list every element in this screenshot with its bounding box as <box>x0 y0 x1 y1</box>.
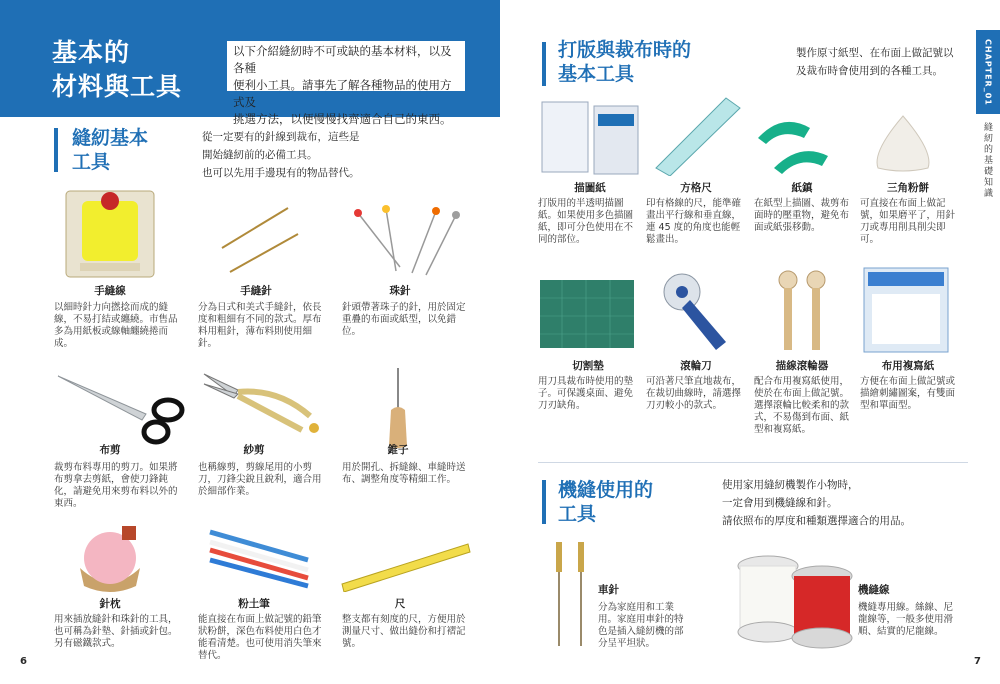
tool-label-cutting-mat: 切割墊 <box>572 360 604 372</box>
pins-image <box>338 196 478 280</box>
item-label-chalk-pencil: 粉土筆 <box>238 598 270 610</box>
tool-label-tracing-wheel: 描線滾輪器 <box>775 360 829 372</box>
item-desc-awl: 用於開孔、拆縫線、車縫時送布、調整角度等精細工作。 <box>342 462 466 485</box>
page-title-line1: 基本的 <box>52 38 131 67</box>
item-label-pincushion: 針枕 <box>99 598 121 610</box>
ruler-image <box>340 540 472 592</box>
section1-title-line1: 打版與裁布時的 <box>558 39 692 61</box>
section-description <box>202 128 360 182</box>
section-bar <box>542 480 546 524</box>
section-title-pattern-cutting <box>558 38 691 86</box>
item-desc-pincushion: 用來插放縫針和珠針的工具，也可稱為針墊、針插或針包。另有磁鐵款式。 <box>54 614 178 649</box>
item-label-pins: 珠針 <box>389 285 411 297</box>
section2-desc-line3: 請依照布的厚度和種類選擇適合的用品。 <box>722 515 911 527</box>
item-label-hand-thread: 手縫線 <box>94 285 126 297</box>
item-desc-fabric-scissors: 裁剪布料專用的剪刀。如果將布剪拿去剪紙，會使刀鋒鈍化，請避免用來剪布料以外的東西。 <box>54 462 178 509</box>
chapter-tab-label: CHAPTER_01 <box>983 38 993 106</box>
page-title-line2: 材料與工具 <box>52 72 183 101</box>
tool-desc-machine-needle: 分為家庭用和工業用。家庭用車針的特色是插入縫紉機的部分呈平坦狀。 <box>598 602 684 649</box>
section-desc-line1: 從一定要有的針線到裁布，這些是 <box>202 131 360 143</box>
item-label-fabric-scissors: 布剪 <box>99 444 121 456</box>
tool-label-tracing-paper: 描圖紙 <box>574 182 606 194</box>
tool-label-grid-ruler: 方格尺 <box>680 182 712 194</box>
section2-desc-line1: 使用家用縫紉機製作小物時， <box>722 479 859 491</box>
item-desc-hand-needle: 分為日式和美式手縫針，依長度和粗細有不同的款式。厚布料用粗針，薄布料則使用細針。 <box>198 302 322 349</box>
item-label-hand-needle: 手縫針 <box>240 285 272 297</box>
item-desc-pins: 針頭帶著珠子的針，用於固定重疊的布面或紙型，以免錯位。 <box>342 302 466 337</box>
tool-desc-chalk-triangle: 可直接在布面上做記號，如果磨平了，用針刀或專用削具削尖即可。 <box>860 198 956 245</box>
section1-desc-line2: 及裁布時會使用到的各種工具。 <box>796 65 943 77</box>
chapter-topic: 縫紉的基礎知識 <box>982 122 992 199</box>
tool-desc-paperweight: 在紙型上描圖、裁剪布面時的壓重物，避免布面或紙張移動。 <box>754 198 850 233</box>
thread-snips-image <box>196 368 326 448</box>
tracing-wheel-image <box>770 268 834 352</box>
machine-thread-image <box>730 550 860 650</box>
section1-description <box>796 44 954 80</box>
item-label-awl: 錐子 <box>387 444 409 456</box>
item-desc-ruler: 整支都有刻度的尺，方便用於測量尺寸、做出縫份和打褶記號。 <box>342 614 466 649</box>
intro-line3: 挑選方法，以便慢慢找齊適合自己的東西。 <box>233 112 452 126</box>
intro-line1: 以下介紹縫紉時不可或缺的基本材料，以及各種 <box>233 44 452 75</box>
section-bar <box>54 128 58 172</box>
hand-needle-image <box>206 196 306 280</box>
chapter-tab <box>976 30 1000 114</box>
section2-description <box>722 476 911 530</box>
tool-label-rotary-cutter: 滾輪刀 <box>680 360 712 372</box>
section-divider <box>538 462 968 463</box>
intro-line2: 便利小工具。請事先了解各種物品的使用方式及 <box>233 78 452 109</box>
page-title <box>52 36 182 104</box>
section-title-line2: 工具 <box>72 151 111 173</box>
tool-label-carbon-paper: 布用複寫紙 <box>881 360 935 372</box>
section2-desc-line2: 一定會用到機縫線和針。 <box>722 497 838 509</box>
awl-image <box>368 366 428 450</box>
page-number-left: 6 <box>20 656 27 667</box>
section1-desc-line1: 製作原寸紙型、在布面上做記號以 <box>796 47 954 59</box>
tool-desc-cutting-mat: 用刀具裁布時使用的墊子。可保護桌面、避免刀刃缺角。 <box>538 376 634 411</box>
grid-ruler-image <box>648 96 748 176</box>
intro-box <box>226 40 466 126</box>
tool-label-machine-needle: 車針 <box>598 584 619 596</box>
chalk-pencils-image <box>204 520 314 596</box>
pincushion-image <box>70 516 150 596</box>
tool-desc-machine-thread: 機縫專用線。絲線、尼龍線等，一般多使用滑順、結實的尼龍線。 <box>858 602 954 637</box>
tool-label-paperweight: 紙鎮 <box>791 182 813 194</box>
tool-label-chalk-triangle: 三角粉餅 <box>887 182 929 194</box>
rotary-cutter-image <box>660 270 740 352</box>
item-desc-chalk-pencil: 能直接在布面上做記號的鉛筆狀粉餅，深色布料使用白色才能看清楚。也可使用消失筆來替代。 <box>198 614 322 661</box>
tool-desc-carbon-paper: 方便在布面上做記號或描繪刺繡圖案，有雙面型和單面型。 <box>860 376 956 411</box>
item-desc-thread-snips: 也稱線剪，剪線尾用的小剪刀，刀鋒尖銳且銳利，適合用於細部作業。 <box>198 462 322 497</box>
tracing-paper-image <box>540 100 640 176</box>
section-title-line1: 縫紉基本 <box>72 127 149 149</box>
section2-title-line1: 機縫使用的 <box>558 479 654 501</box>
thread-spool-image <box>60 188 160 280</box>
fabric-scissors-image <box>52 368 192 448</box>
tool-desc-rotary-cutter: 可沿著尺筆直地裁布，在裁切曲線時，請選擇刀刃較小的款式。 <box>646 376 742 411</box>
item-label-ruler: 尺 <box>394 598 406 610</box>
tool-desc-grid-ruler: 印有格線的尺，能準確畫出平行線和垂直線，連 45 度的角度也能輕鬆畫出。 <box>646 198 742 245</box>
section-bar <box>542 42 546 86</box>
paperweight-image <box>752 112 832 174</box>
tool-desc-tracing-paper: 打版用的半透明描圖紙。如果使用多色描圖紙，即可分色使用在不同的部位。 <box>538 198 634 245</box>
item-label-thread-snips: 紗剪 <box>243 444 265 456</box>
section-desc-line2: 開始縫紉前的必備工具。 <box>202 149 318 161</box>
item-desc-hand-thread: 以細時針力向撚捻而成的縫線，不易打結或纏繞。市售品多為用紙板或線軸纏繞捲而成。 <box>54 302 178 349</box>
page-number-right: 7 <box>974 656 981 667</box>
carbon-paper-image <box>862 266 950 354</box>
tool-desc-tracing-wheel: 配合布用複寫紙使用，使於在布面上做記號。選擇滾輪比較柔和的款式，不易傷到布面、紙型和複寫紙。 <box>754 376 850 435</box>
machine-needle-image <box>548 540 594 650</box>
cutting-mat-image <box>538 278 636 350</box>
section-title-sewing-basics <box>72 126 148 174</box>
section-desc-line3: 也可以先用手邊現有的物品替代。 <box>202 167 360 179</box>
chalk-triangle-image <box>868 112 938 174</box>
tool-label-machine-thread: 機縫線 <box>858 584 890 596</box>
section-title-machine-sewing <box>558 478 653 526</box>
section1-title-line2: 基本工具 <box>558 63 635 85</box>
section2-title-line2: 工具 <box>558 503 597 525</box>
